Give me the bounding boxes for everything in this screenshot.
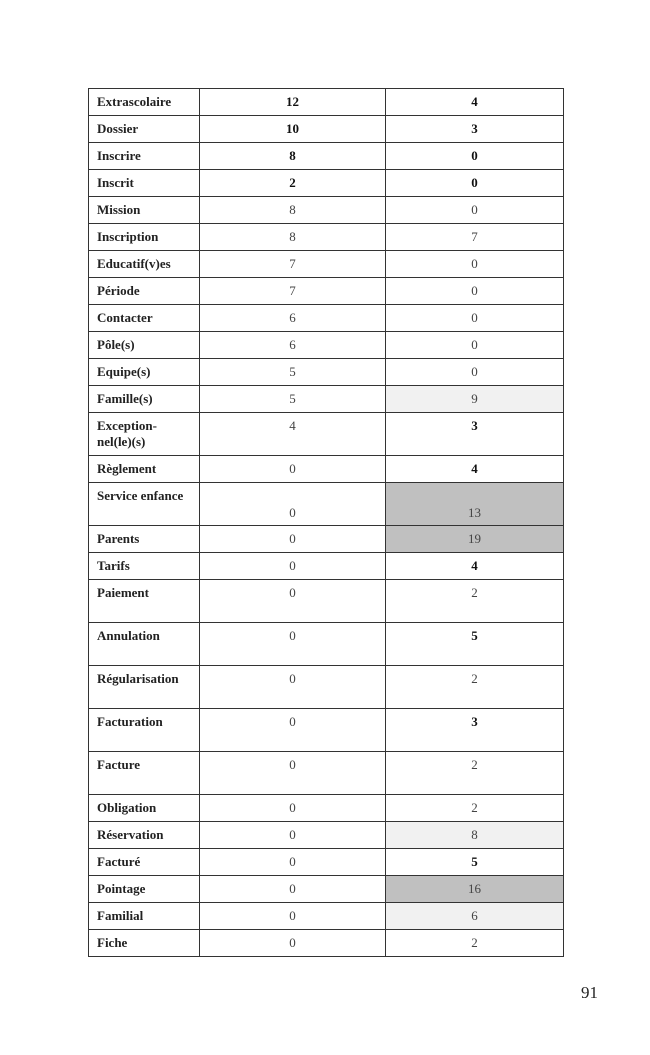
- table-row: [89, 224, 564, 251]
- table-row: [89, 623, 564, 666]
- count-cell-col2: 8: [200, 143, 386, 170]
- term-cell: Inscrit: [89, 170, 200, 197]
- frequency-table: [88, 88, 564, 957]
- count-cell-col3: 0: [386, 251, 564, 278]
- count-cell-col3: 0: [386, 305, 564, 332]
- term-cell: Educatif(v)es: [89, 251, 200, 278]
- table-row: [89, 930, 564, 957]
- term-cell: Famille(s): [89, 386, 200, 413]
- term-cell: Pôle(s): [89, 332, 200, 359]
- table-row: [89, 116, 564, 143]
- term-cell: Pointage: [89, 876, 200, 903]
- table-row: [89, 386, 564, 413]
- table-row: [89, 822, 564, 849]
- count-cell-col2: 5: [200, 386, 386, 413]
- count-cell-col2: 8: [200, 197, 386, 224]
- table-row: [89, 413, 564, 456]
- table-row: [89, 876, 564, 903]
- count-cell-col2: 0: [200, 526, 386, 553]
- count-cell-col3: 0: [386, 278, 564, 305]
- term-cell: Extrascolaire: [89, 89, 200, 116]
- count-cell-col2: 0: [200, 795, 386, 822]
- table-row: [89, 526, 564, 553]
- table-row: [89, 305, 564, 332]
- count-cell-col2: 0: [200, 709, 386, 752]
- term-cell: Service enfance: [89, 483, 200, 526]
- count-cell-col3: 5: [386, 623, 564, 666]
- table-row: [89, 251, 564, 278]
- term-cell: Mission: [89, 197, 200, 224]
- term-cell: Régularisation: [89, 666, 200, 709]
- count-cell-col3: 19: [386, 526, 564, 553]
- count-cell-col3: 3: [386, 413, 564, 456]
- count-cell-col3: 7: [386, 224, 564, 251]
- count-cell-col2: 0: [200, 849, 386, 876]
- term-cell: Inscription: [89, 224, 200, 251]
- term-cell: Dossier: [89, 116, 200, 143]
- table-row: [89, 709, 564, 752]
- count-cell-col3: 2: [386, 580, 564, 623]
- count-cell-col2: 0: [200, 553, 386, 580]
- count-cell-col2: 8: [200, 224, 386, 251]
- table-row: [89, 903, 564, 930]
- count-cell-col2: 2: [200, 170, 386, 197]
- count-cell-col3: 8: [386, 822, 564, 849]
- count-cell-col3: 13: [386, 483, 564, 526]
- term-cell: Tarifs: [89, 553, 200, 580]
- term-cell: Fiche: [89, 930, 200, 957]
- table-row: [89, 752, 564, 795]
- table-row: [89, 553, 564, 580]
- table-row: [89, 332, 564, 359]
- term-cell: Exception- nel(le)(s): [89, 413, 200, 456]
- term-cell: Facture: [89, 752, 200, 795]
- count-cell-col3: 0: [386, 197, 564, 224]
- term-cell: Facturé: [89, 849, 200, 876]
- count-cell-col3: 3: [386, 709, 564, 752]
- count-cell-col2: 6: [200, 305, 386, 332]
- count-cell-col2: 5: [200, 359, 386, 386]
- count-cell-col2: 0: [200, 752, 386, 795]
- count-cell-col2: 0: [200, 623, 386, 666]
- count-cell-col3: 0: [386, 332, 564, 359]
- table-row: [89, 849, 564, 876]
- count-cell-col3: 3: [386, 116, 564, 143]
- count-cell-col2: 0: [200, 930, 386, 957]
- count-cell-col3: 6: [386, 903, 564, 930]
- term-cell: Annulation: [89, 623, 200, 666]
- term-cell: Familial: [89, 903, 200, 930]
- term-cell: Parents: [89, 526, 200, 553]
- count-cell-col3: 4: [386, 553, 564, 580]
- table-row: [89, 795, 564, 822]
- count-cell-col2: 0: [200, 822, 386, 849]
- table-row: [89, 359, 564, 386]
- table-row: [89, 483, 564, 526]
- term-cell: Inscrire: [89, 143, 200, 170]
- count-cell-col3: 0: [386, 359, 564, 386]
- count-cell-col2: 0: [200, 456, 386, 483]
- table-row: [89, 170, 564, 197]
- count-cell-col2: 10: [200, 116, 386, 143]
- page-number: 91: [581, 983, 598, 1002]
- count-cell-col3: 2: [386, 795, 564, 822]
- count-cell-col3: 9: [386, 386, 564, 413]
- table-row: [89, 197, 564, 224]
- term-cell: Equipe(s): [89, 359, 200, 386]
- count-cell-col3: 4: [386, 89, 564, 116]
- count-cell-col2: 6: [200, 332, 386, 359]
- count-cell-col3: 5: [386, 849, 564, 876]
- table-row: [89, 89, 564, 116]
- count-cell-col2: 7: [200, 278, 386, 305]
- term-cell: Réservation: [89, 822, 200, 849]
- count-cell-col2: 4: [200, 413, 386, 456]
- term-cell: Contacter: [89, 305, 200, 332]
- table-row: [89, 666, 564, 709]
- table-row: [89, 278, 564, 305]
- table-row: [89, 580, 564, 623]
- count-cell-col3: 4: [386, 456, 564, 483]
- count-cell-col3: 2: [386, 666, 564, 709]
- count-cell-col3: 16: [386, 876, 564, 903]
- count-cell-col2: 12: [200, 89, 386, 116]
- count-cell-col3: 0: [386, 170, 564, 197]
- count-cell-col2: 0: [200, 483, 386, 526]
- count-cell-col2: 0: [200, 666, 386, 709]
- count-cell-col3: 2: [386, 930, 564, 957]
- table-row: [89, 456, 564, 483]
- term-cell: Paiement: [89, 580, 200, 623]
- table-row: [89, 143, 564, 170]
- term-cell: Période: [89, 278, 200, 305]
- count-cell-col3: 0: [386, 143, 564, 170]
- count-cell-col2: 0: [200, 903, 386, 930]
- count-cell-col3: 2: [386, 752, 564, 795]
- count-cell-col2: 7: [200, 251, 386, 278]
- count-cell-col2: 0: [200, 580, 386, 623]
- count-cell-col2: 0: [200, 876, 386, 903]
- term-cell: Facturation: [89, 709, 200, 752]
- term-cell: Règlement: [89, 456, 200, 483]
- term-cell: Obligation: [89, 795, 200, 822]
